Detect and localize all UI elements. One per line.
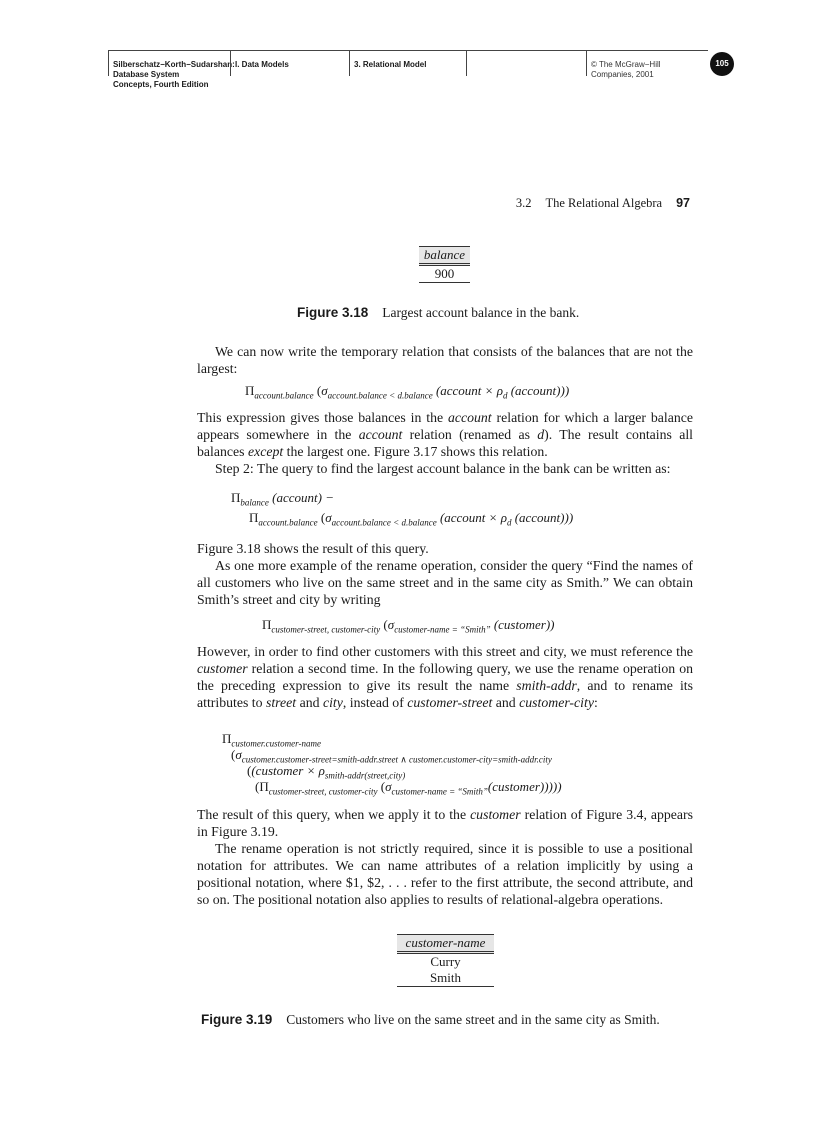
balance-table-cell: 900 — [419, 265, 470, 283]
p6-italic-2: smith-addr — [516, 678, 577, 693]
expr1-body2: (account))) — [510, 383, 570, 398]
p6-text-6: and — [492, 695, 520, 710]
header-publisher-line1: © The McGraw−Hill — [591, 60, 661, 69]
header-chapter-cell — [349, 50, 466, 76]
figure-3-18-caption — [297, 305, 579, 321]
header-book-cell — [108, 50, 235, 89]
customer-name-table — [397, 934, 494, 987]
p6-text-1: However, in order to find other customers with this street and city, we must reference the — [197, 644, 693, 659]
pi-symbol: Π — [245, 383, 255, 398]
running-head — [440, 196, 690, 211]
expr2-line2-rho-sub: d — [506, 517, 512, 528]
p2-text-4: ). The result contains all balances — [197, 427, 693, 459]
header-book-line1: Database System — [113, 70, 180, 79]
book-header — [108, 50, 708, 106]
paragraph-result-of-query — [197, 806, 693, 840]
expr4-l4-sel-sub: customer-name = “Smith” — [391, 786, 488, 797]
expression-query-line4: ($\Pi_{customer-street, customer-city}$ $(\sigma_{customer-name = “Smith”}(customer))$))) — [255, 779, 562, 797]
figure-3-18-text: Largest account balance in the bank. — [382, 305, 580, 320]
expr4-l1-sub: customer.customer-name — [231, 738, 321, 749]
p6-italic-6: customer-city — [519, 695, 594, 710]
expr4-l4-body: (customer))))) — [487, 779, 562, 794]
p6-italic-4: city — [322, 695, 343, 710]
figure-3-19-caption — [201, 1012, 660, 1028]
p6-text-3: , and to rename its attributes to — [197, 678, 693, 710]
sigma-symbol: σ — [321, 383, 328, 398]
expression-largest-line2: $\Pi_{account.balance}$ ($\sigma_{account.balance < d.balance}$ (account × $\rho_d$ (account))) — [249, 510, 574, 528]
expr2-line1-body: (account) − — [272, 490, 334, 505]
running-head-page: 97 — [676, 196, 690, 210]
p6-italic-5: customer-street — [407, 695, 493, 710]
expr4-l3-body: (customer × ρ — [251, 763, 325, 778]
figure-3-19-text: Customers who live on the same street and in the same city as Smith. — [286, 1012, 660, 1027]
p6-text-2: relation a second time. In the following query, we use the rename operation on the preceding expression to give its result the name — [197, 661, 693, 693]
customer-name-cell-smith: Smith — [397, 970, 494, 987]
running-head-section: 3.2 — [515, 196, 532, 210]
p6-italic-1: customer — [197, 661, 248, 676]
header-chapter: 3. Relational Model — [354, 60, 427, 69]
page-number-badge: 105 — [710, 52, 734, 76]
figure-3-19-label: Figure 3.19 — [201, 1012, 273, 1027]
expression-query-line1: $\Pi_{customer.customer-name}$ — [222, 731, 321, 749]
expr1-sel-sub: account.balance < d.balance — [327, 390, 433, 401]
header-publisher-line2: Companies, 2001 — [591, 70, 654, 79]
balance-table — [419, 246, 470, 283]
p2-text-2: relation for which a larger balance appears somewhere in the — [197, 410, 693, 442]
expr2-line2-sel-sub: account.balance < d.balance — [331, 517, 437, 528]
p7-text-2: relation of Figure 3.4, appears in Figure 3.19. — [197, 807, 693, 839]
p2-italic-2: account — [358, 427, 403, 442]
customer-name-table-header: customer-name — [397, 935, 494, 953]
p7-italic-1: customer — [470, 807, 521, 822]
header-authors: Silberschatz−Korth−Sudarshan: — [113, 60, 235, 69]
paragraph-rename-example: As one more example of the rename operation, consider the query “Find the names of all customers who live on the same street and in the same city as Smith.” We can obtain Smith’s street and city by writing — [197, 558, 693, 607]
expr4-l2-sub: customer.customer-street=smith-addr.street ∧ customer.customer-city=smith-addr.city — [241, 754, 552, 765]
p2-italic-4: except — [247, 444, 284, 459]
expr2-line2-body2: (account))) — [514, 510, 574, 525]
expr1-rho-sub: d — [502, 390, 508, 401]
paragraph-temporary-relation: We can now write the temporary relation that consists of the balances that are not the largest: — [197, 344, 693, 376]
expression-not-largest: $\Pi_{account.balance}$ ($\sigma_{account.balance < d.balance}$ (account × $\rho_d$ (account))) — [245, 383, 570, 401]
paragraph-step-2: Step 2: The query to find the largest account balance in the bank can be written as: — [215, 461, 671, 476]
p2-text-3: relation (renamed as — [402, 427, 538, 442]
running-head-title: The Relational Algebra — [545, 196, 663, 210]
p2-text-5: the largest one. Figure 3.17 shows this relation. — [283, 444, 548, 459]
p2-text-1: This expression gives those balances in the — [197, 410, 448, 425]
header-publisher-cell — [586, 50, 709, 79]
expr3-body: (customer)) — [493, 617, 555, 632]
p7-text-1: The result of this query, when we apply it to the — [197, 807, 471, 822]
figure-3-18-label: Figure 3.18 — [297, 305, 369, 320]
expr4-l3-sub: smith-addr(street,city) — [324, 770, 406, 781]
expr2-line2-proj-sub: account.balance — [258, 517, 318, 528]
header-book-line2: Concepts, Fourth Edition — [113, 80, 209, 89]
p6-italic-3: street — [265, 695, 297, 710]
p6-text-5: , instead of — [342, 695, 408, 710]
expression-smith-address: $\Pi_{customer-street, customer-city}$ ($\sigma_{customer-name = “Smith”}$ (customer)) — [262, 617, 555, 635]
expr4-l4-proj-sub: customer-street, customer-city — [268, 786, 378, 797]
expression-largest-line1: $\Pi_{balance}$ (account) − — [231, 490, 334, 508]
expr3-sel-sub: customer-name = “Smith” — [394, 624, 491, 635]
paragraph-however — [197, 643, 693, 711]
expr2-line1-sub: balance — [240, 497, 269, 508]
header-part: I. Data Models — [235, 60, 289, 69]
expr1-body1: (account × ρ — [435, 383, 503, 398]
paragraph-figure-result: Figure 3.18 shows the result of this query. — [197, 541, 429, 556]
header-empty-cell — [466, 50, 586, 76]
expression-query-line3: ((customer × $\rho_{smith-addr(street,city)}$ — [247, 763, 406, 781]
paragraph-positional-notation: The rename operation is not strictly required, since it is possible to use a positional notation for attributes. We can name attributes of a relation implicitly by using a positional notation, where $1, $2, . . . refer to the first attribute, the second attribute, and so on. The positional notation also applies to results of relational-algebra operations. — [197, 841, 693, 907]
p2-italic-1: account — [447, 410, 492, 425]
p6-text-4: and — [296, 695, 323, 710]
expr2-line2-body1: (account × ρ — [439, 510, 507, 525]
balance-table-header: balance — [419, 247, 470, 265]
expression-query-line2: ($\sigma_{customer.customer-street=smith-addr.street \wedge customer.customer-city=smith-addr.city}$ — [231, 747, 552, 765]
header-part-cell — [230, 50, 350, 76]
expr1-proj-sub: account.balance — [254, 390, 314, 401]
customer-name-cell-curry: Curry — [430, 954, 461, 969]
p2-italic-3: d — [537, 427, 545, 442]
paragraph-expression-gives — [197, 409, 693, 460]
p6-text-7: : — [593, 695, 598, 710]
expr3-proj-sub: customer-street, customer-city — [271, 624, 381, 635]
